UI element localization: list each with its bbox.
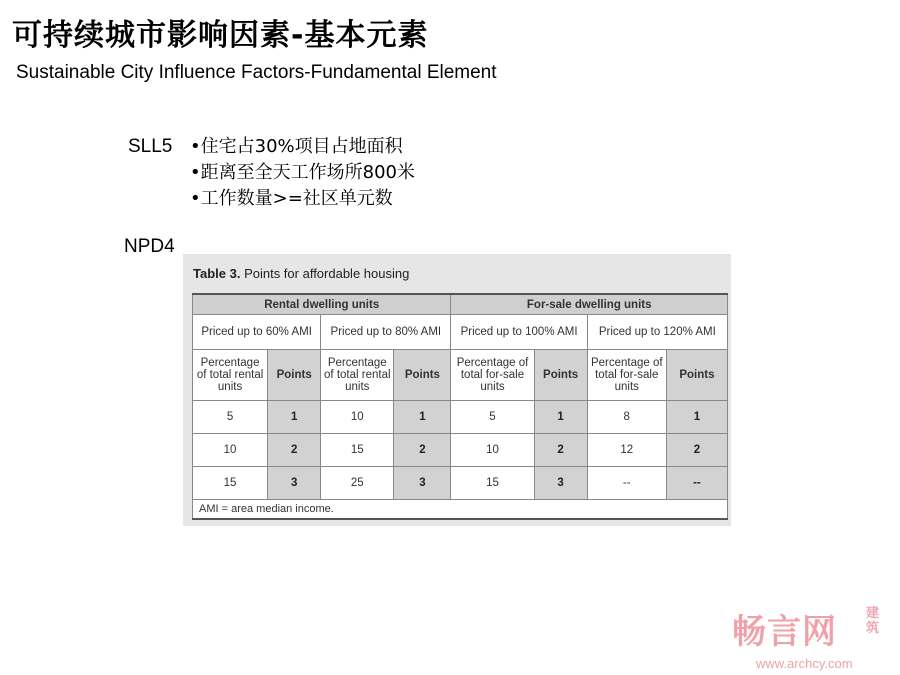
watermark-url: www.archcy.com [756, 656, 853, 671]
table-cell: 10 [193, 434, 268, 467]
table-cell: 15 [321, 434, 394, 467]
points-cell: 3 [268, 467, 321, 500]
table-caption-number: Table 3. [193, 266, 241, 281]
price-header: Priced up to 80% AMI [321, 315, 451, 350]
column-header: Percentage of total for-sale units [451, 350, 534, 401]
table-caption-text: Points for affordable housing [240, 266, 410, 281]
table-footnote: AMI = area median income. [193, 500, 728, 520]
column-header-points: Points [534, 350, 587, 401]
slide-title-english: Sustainable City Influence Factors-Fundamental Element [16, 62, 497, 83]
points-cell: 2 [268, 434, 321, 467]
bullet-item: •距离至全天工作场所800米 [190, 162, 415, 183]
table-cell: 12 [587, 434, 666, 467]
price-header: Priced up to 100% AMI [451, 315, 587, 350]
column-header: Percentage of total rental units [321, 350, 394, 401]
points-cell: 1 [268, 401, 321, 434]
points-cell: 2 [394, 434, 451, 467]
table-caption [193, 266, 409, 281]
bullet-item: •工作数量>=社区单元数 [190, 188, 393, 209]
column-header-points: Points [268, 350, 321, 401]
table-cell: 10 [451, 434, 534, 467]
points-cell: 1 [534, 401, 587, 434]
column-header-points: Points [666, 350, 727, 401]
table-cell: 10 [321, 401, 394, 434]
watermark-side-text: 建筑 [866, 606, 880, 636]
column-header-points: Points [394, 350, 451, 401]
points-cell: 3 [394, 467, 451, 500]
table-cell: 5 [451, 401, 534, 434]
table-cell: 5 [193, 401, 268, 434]
table-cell: 8 [587, 401, 666, 434]
table-cell: 15 [193, 467, 268, 500]
price-header: Priced up to 120% AMI [587, 315, 727, 350]
points-cell: -- [666, 467, 727, 500]
watermark-logo [732, 604, 900, 674]
slide-title-chinese: 可持续城市影响因素-基本元素 [12, 18, 429, 53]
points-cell: 2 [534, 434, 587, 467]
affordable-housing-points-table [192, 293, 728, 520]
table-row [193, 401, 728, 434]
code-label-npd4: NPD4 [124, 236, 175, 257]
code-label-sll5: SLL5 [128, 136, 173, 157]
group-header-rental: Rental dwelling units [193, 294, 451, 315]
bullet-item: •住宅占30%项目占地面积 [190, 136, 403, 157]
points-cell: 3 [534, 467, 587, 500]
table-cell: -- [587, 467, 666, 500]
points-cell: 1 [394, 401, 451, 434]
table-row [193, 467, 728, 500]
points-cell: 2 [666, 434, 727, 467]
table-cell: 15 [451, 467, 534, 500]
table-cell: 25 [321, 467, 394, 500]
watermark-brand: 畅言网 [732, 612, 837, 652]
column-header: Percentage of total rental units [193, 350, 268, 401]
price-header: Priced up to 60% AMI [193, 315, 321, 350]
table-row [193, 434, 728, 467]
sll5-bullet-list [190, 134, 415, 212]
group-header-for-sale: For-sale dwelling units [451, 294, 728, 315]
points-cell: 1 [666, 401, 727, 434]
column-header: Percentage of total for-sale units [587, 350, 666, 401]
